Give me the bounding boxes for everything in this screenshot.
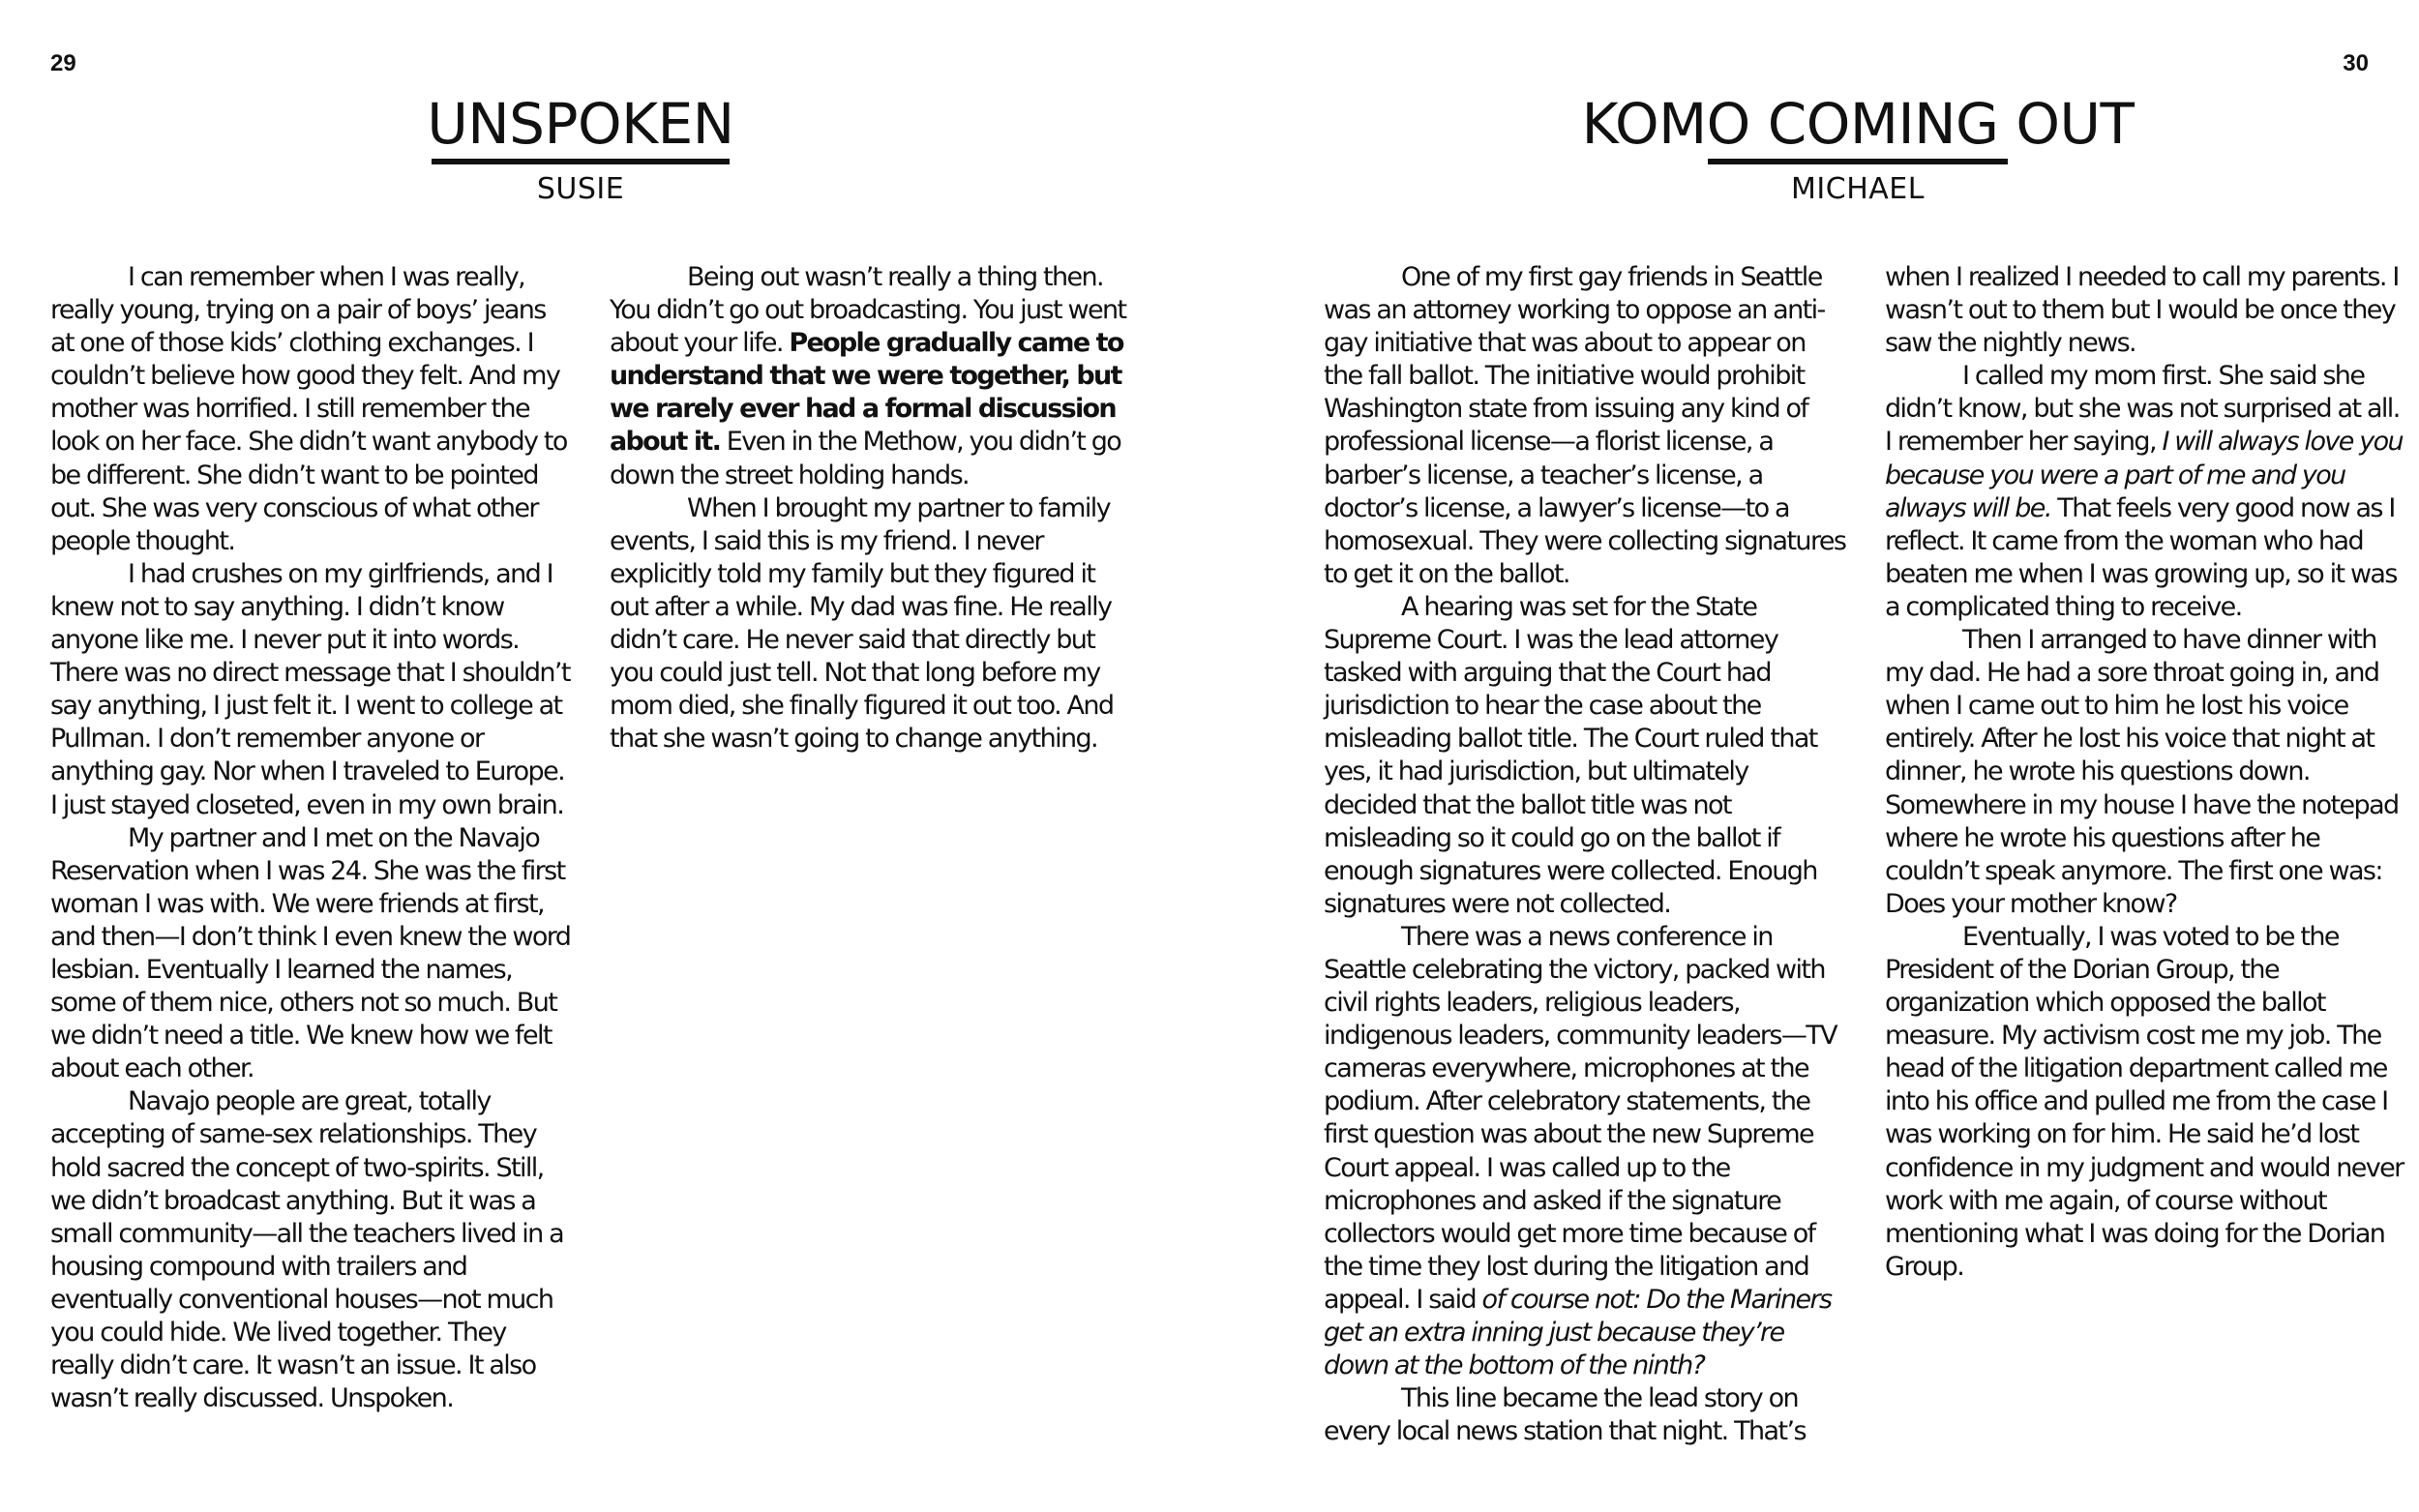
right-story-title: KOMO COMING OUT: [1581, 91, 2135, 157]
right-story-column-1: [1324, 261, 1846, 1448]
page-number-right: 30: [2343, 50, 2369, 76]
right-story-author: MICHAEL: [1791, 172, 1925, 206]
pull-quote-bold: People gradually came to understand that we were together, but we rarely ever had a formal discussion about it.: [610, 328, 1123, 458]
text-run: Being out wasn’t really a thing then. You didn’t go out broadcasting. You just went about your life.: [610, 262, 1126, 359]
left-story-header: [406, 89, 755, 209]
paragraph: [1885, 360, 2407, 624]
paragraph: This line became the lead story on every local news station that night. That’s: [1324, 1383, 1806, 1447]
paragraph: Navajo people are great, totally accepting of same-sex relationships. They hold sacred the concept of two-spirits. Still, we didn’t broadcast anything. But it was a small community—all the teachers lived in a housing compound with trailers and eventually conventional houses—not much you could hide. We lived together. They really didn’t care. It wasn’t an issue. It also wasn’t really discussed. Unspoken.: [50, 1086, 564, 1414]
page-number-left: 29: [50, 50, 76, 76]
right-story-column-2: [1885, 261, 2407, 1284]
left-title-underline: [432, 159, 730, 164]
paragraph: My partner and I met on the Navajo Reservation when I was 24. She was the first woman I was with. We were friends at first, and then—I don’t think I even knew the word lesbian. Eventually I learned the names, some of them nice, others not so much. But we didn’t need a title. We knew how we felt about each other.: [50, 822, 571, 1084]
paragraph: One of my first gay friends in Seattle was an attorney working to oppose an anti-gay initiative that was about to appear on the fall ballot. The initiative would prohibit Washington state from issuing any kind of professional license—a florist license, a barber’s license, a teacher’s license, a doctor’s license, a lawyer’s license—to a homosexual. They were collecting signatures to get it on the ballot.: [1324, 262, 1846, 589]
paragraph: I can remember when I was really, really young, trying on a pair of boys’ jeans at one of those kids’ clothing exchanges. I couldn’t believe how good they felt. And my mother was horrified. I still remember the look on her face. She didn’t want anybody to be different. She didn’t want to be pointed out. She was very conscious of what other people thought.: [50, 262, 567, 556]
paragraph: Eventually, I was voted to be the President of the Dorian Group, the organization which opposed the ballot measure. My activism cost me my job. The head of the litigation department called me into his office and pulled me from the case I was working on for him. He said he’d lost confidence in my judgment and would never work with me again, of course without mentioning what I was doing for the Dorian Group.: [1885, 921, 2404, 1282]
left-story-author: SUSIE: [536, 172, 625, 206]
text-run: Even in the Methow, you didn’t go down the street holding hands.: [610, 427, 1121, 490]
left-story-column-2: [610, 261, 1132, 756]
text-run: That feels very good now as I reflect. It came from the woman who had beaten me when I was growing up, so it was a complicated thing to receive.: [1885, 492, 2397, 622]
paragraph-continued: when I realized I needed to call my parents. I wasn’t out to them but I would be once they saw the nightly news.: [1885, 262, 2399, 359]
left-story-title: UNSPOKEN: [427, 91, 734, 157]
paragraph: When I brought my partner to family events, I said this is my friend. I never explicitly told my family but they figured it out after a while. My dad was fine. He really didn’t care. He never said that directly but you could just tell. Not that long before my mom died, she finally figured it out too. And that she wasn’t going to change anything.: [610, 492, 1114, 755]
italic-quote: I will always love you because you were a part of me and you always will be.: [1885, 427, 2404, 523]
paragraph: I had crushes on my girlfriends, and I knew not to say anything. I didn’t know anyone like me. I never put it into words. There was no direct message that I shouldn’t say anything, I just felt it. I went to college at Pullman. I don’t remember anyone or anything gay. Nor when I traveled to Europe. I just stayed closeted, even in my own brain.: [50, 558, 570, 820]
paragraph: [610, 261, 1132, 492]
paragraph: Then I arranged to have dinner with my dad. He had a sore throat going in, and when I came out to him he lost his voice entirely. After he lost his voice that night at dinner, he wrote his questions down. Somewhere in my house I have the notepad where he wrote his questions after he couldn’t speak anymore. The first one was: Does your mother know?: [1885, 625, 2399, 919]
paragraph: [1324, 921, 1846, 1382]
italic-quote: of course not: Do the Mariners get an extra inning just because they’re down at the bottom of the ninth?: [1324, 1284, 1832, 1381]
right-title-underline: [1708, 159, 2008, 164]
right-story-header: [1548, 89, 2167, 209]
left-story-column-1: [50, 261, 573, 1415]
text-run: I called my mom first. She said she didn’t know, but she was not surprised at all. I remember her saying,: [1885, 361, 2400, 458]
text-run: There was a news conference in Seattle celebrating the victory, packed with civil rights leaders, religious leaders, indigenous leaders, community leaders—TV cameras everywhere, microphones at the podium. After celebratory statements, the first question was about the new Supreme Court appeal. I was called up to the microphones and asked if the signature collectors would get more time because of the time they lost during the litigation and appeal. I said: [1324, 921, 1837, 1315]
paragraph: A hearing was set for the State Supreme Court. I was the lead attorney tasked with arguing that the Court had jurisdiction to hear the case about the misleading ballot title. The Court ruled that yes, it had jurisdiction, but ultimately decided that the ballot title was not misleading so it could go on the ballot if enough signatures were collected. Enough signatures were not collected.: [1324, 591, 1817, 919]
